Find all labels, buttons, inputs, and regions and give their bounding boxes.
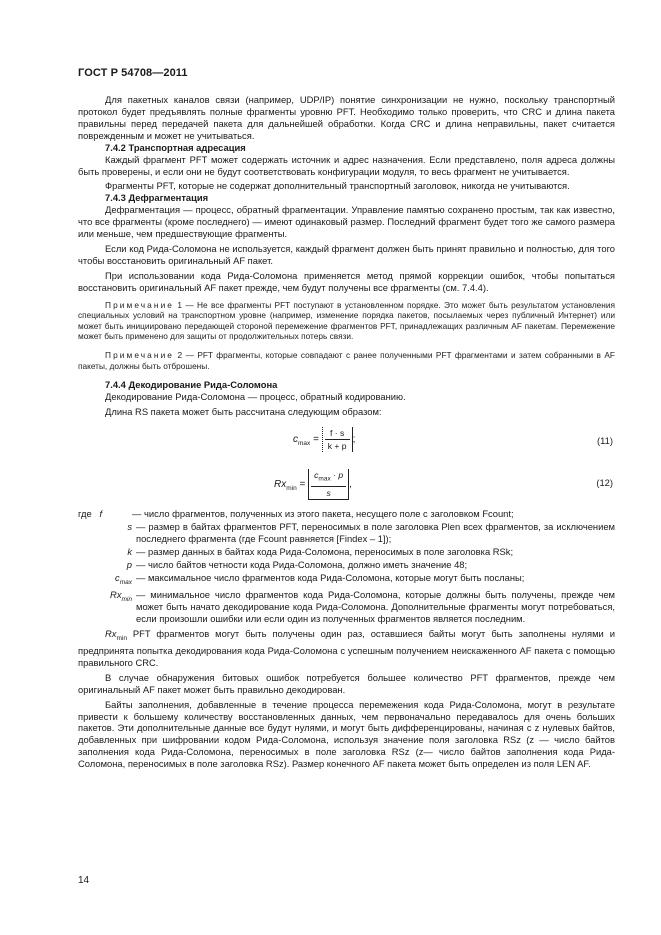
paragraph: Если код Рида-Соломона не используется, каждый фрагмент должен быть принят правильно и полностью, для того чтобы восстановить оригинальный AF пакет. [78,243,615,266]
paragraph: $Rx_{min}$ PFT фрагментов могут быть получены один раз, оставшиеся байты могут быть заполнены нулями и предпринята попытка декодирования кода Рида-Соломона с успешным получением неискаженного AF пакета с помощью правильного CRC. [78,628,615,669]
where-item [78,546,615,558]
where-description: — максимальное число фрагментов кода Рида-Соломона, которые могут быть посланы; [136,571,525,583]
formula-lhs-sub: min [286,484,297,492]
section-heading-7-4-2: 7.4.2 Транспортная адресация [105,141,246,153]
where-symbol: $c_{max}$ [115,571,132,586]
fraction [325,427,350,452]
rxmin-sub: min [116,635,127,643]
fraction-denominator: s [326,487,331,498]
section-heading-7-4-4: 7.4.4 Декодирование Рида-Соломона [105,379,278,391]
note-label: Примечание [105,299,175,310]
formula-lhs: c [293,434,298,445]
paragraph: Фрагменты PFT, которые не содержат дополнительный транспортный заголовок, никогда не учитываются. [105,180,570,192]
note-label: Примечание [105,350,175,361]
page-number: 14 [78,875,90,886]
where-description: — число байтов четности кода Рида-Соломона, должно иметь значение 48; [136,558,468,570]
note-1 [78,300,615,342]
floor-bracket [308,469,349,500]
where-item [78,572,615,589]
where-description: — размер данных в байтах кода Рида-Соломона, переносимых в поле заголовка RSk; [136,545,514,557]
paragraph: Байты заполнения, добавленные в течение процесса перемежения кода Рида-Соломона, могут в результате привести к большему количеству восстановленных данных, чем первоначально передавалось для очень больших пакетов. Эти дополнительные данные все будут нулями, и могут быть дифференцированы, начиная с z нулевых байтов, добавленных при шифровании кодом Рида-Соломона, используя значение поля заголовка RSz (z — число байтов заполнения кода Рида-Соломона, переносимых в поле заголовка RSz (z— число байтов заполнения кода Рида-Соломона, переносимых в поле заголовка RSz). Размер конечного AF пакета может быть определен из поля LEN AF. [78,698,615,770]
formula-lhs: Rx [274,478,287,490]
where-item [78,559,615,571]
fraction-numerator: f · s [325,427,350,440]
fraction-numerator: $c_{max} \cdot p$ [311,469,346,487]
paragraph: Дефрагментация — процесс, обратный фрагментации. Управление памятью сохранено простым, так как известно, что все фрагменты (кроме последнего) — имеют одинаковый размер. Последний фрагмент будет того же самого размера или меньше, чем предшествующие фрагменты. [78,204,615,240]
document-body [78,94,615,770]
formula-punct: ; [352,434,356,445]
formula-lhs-sub: max [298,440,311,447]
where-symbol: s [127,520,132,532]
where-list [78,508,615,625]
section-heading-7-4-3: 7.4.3 Дефрагментация [105,192,209,204]
formula-number: (11) [597,434,613,446]
formula-12: $Rx_{min}$ = $\frac{c_{max} \cdot p}{s}$ , (12) [274,469,613,498]
paragraph: Декодирование Рида-Соломона — процесс, обратный кодированию. [105,391,406,403]
where-item [78,508,615,520]
rxmin-symbol: Rx [105,628,117,640]
where-symbol: где f [78,507,103,519]
where-description: — размер в байтах фрагментов PFT, переносимых в поле заголовка Plen всех фрагментов, за исключением последнего фрагмента (где Fcount равняется [Findex – 1]); [136,520,615,544]
where-description: — минимальное число фрагментов кода Рида-Соломона, которые должны быть получены, прежде чем может быть начато декодирование кода Рида-Соломона. Дополнительные фрагменты могут потребоваться, если произошли ошибки или если один из полученных фрагментов является последним. [136,589,615,625]
fraction-denominator: k + p [327,440,347,451]
ceiling-bracket [322,427,353,452]
paragraph: Для пакетных каналов связи (например, UDP/IP) понятие синхронизации не нужно, поскольку транспортный протокол будет предъявлять полные фрагменты уровню PFT. Необходимо только проверить, что CRC и длина пакета правильны перед передачей пакета для дальнейшей обработки. Когда CRC и длина неправильны, пакет считается поврежденным и может не учитываться. [78,94,615,141]
where-symbol: $Rx_{min}$ [110,589,132,604]
paragraph: В случае обнаружения битовых ошибок потребуется большее количество PFT фрагментов, прежде чем оригинальный AF пакет может быть правильно декодирован. [78,671,615,695]
where-symbol: k [127,545,132,557]
note-2 [78,350,615,371]
where-item [78,589,615,625]
where-description: — число фрагментов, полученных из этого пакета, несущего поле с заголовком Fcount; [132,507,514,519]
note-text: 1 — Не все фрагменты PFT поступают в установленном порядке. Это может быть результатом установления специальных условий на транспортном уровне (например, изменение порядка пакетов, посылаемых через публичный Интернет) или может быть инициировано передающей стороной перемежение фрагментов PFT, принадлежащих различным AF пакетам. Перемежение может быть применено для защиты от продолжительных потерь связи. [78,299,616,342]
where-symbol: p [126,558,132,570]
fraction [311,469,346,499]
paragraph: Каждый фрагмент PFT может содержать источник и адрес назначения. Если представлено, поля адреса должны быть проверены, и если они не будут соответствовать конфигурации модуля, то весь фрагмент не учитывается. [78,153,615,177]
note-text: 2 — PFT фрагменты, которые совпадают с ранее полученными PFT фрагментами и затем собранными в AF пакеты, должны быть отброшены. [78,350,615,371]
paragraph: Длина RS пакета может быть рассчитана следующим образом: [105,405,382,417]
formula-punct: , [349,478,352,490]
paragraph: При использовании кода Рида-Соломона применяется метод прямой коррекции ошибок, чтобы попытаться восстановить оригинальный AF пакет прежде, чем будут получены все фрагменты (см. 7.4.4). [78,269,615,293]
document-header: ГОСТ Р 54708—2011 [78,67,188,79]
formula-number: (12) [596,476,613,488]
where-item [78,521,615,545]
formula-11: $c_{max}$ = $\frac{f \cdot s}{k + p}$ ; (11) [293,427,613,451]
